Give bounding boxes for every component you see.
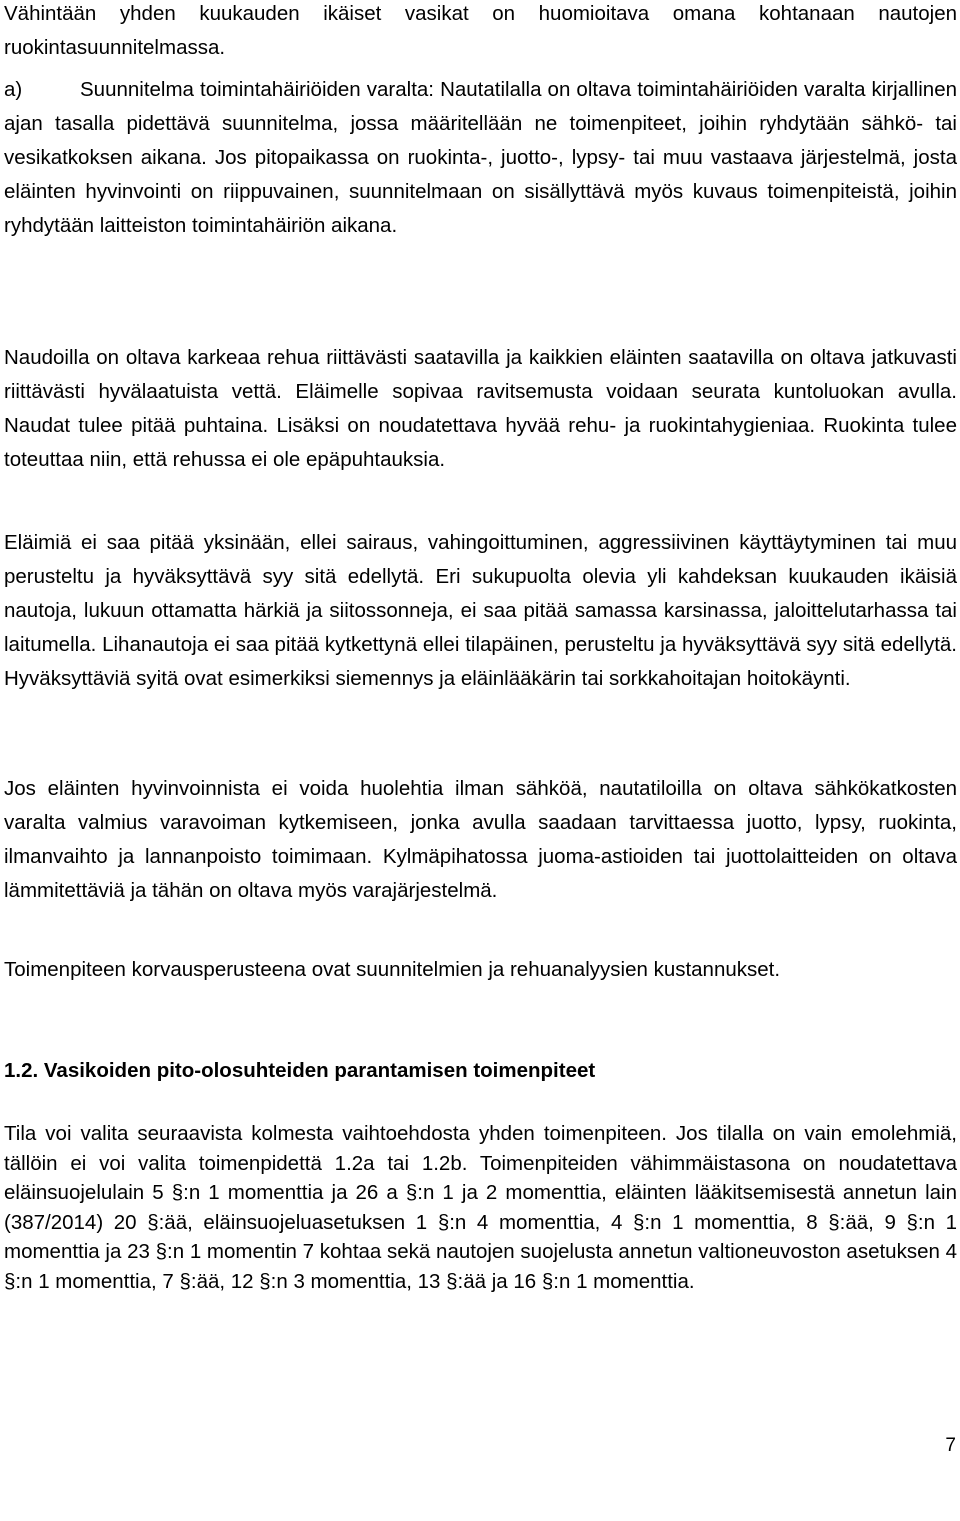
power-paragraph: Jos eläinten hyvinvoinnista ei voida huolehtia ilman sähköä, nautatiloilla on oltava sähkökatkosten varalta valmius varavoiman kytkemiseen, jonka avulla saadaan tarvittaessa juotto, lypsy, ruokinta, ilmanvaihto ja lannanpoisto toimimaan. Kylmäpihatossa juoma-astioiden tai juottolaitteiden on oltava lämmitettäviä ja tähän on oltava myös varajärjestelmä. [4,777,957,902]
item-a-text: Suunnitelma toimintahäiriöiden varalta: Nautatilalla on oltava toimintahäiriöiden varalta kirjallinen ajan tasalla pidettävä suunnitelma, jossa määritellään ne toimenpiteet, joihin ryhdytään sähkö- tai vesikatkoksen aikana. Jos pitopaikassa on ruokinta-, juotto-, lypsy- tai muu vastaava järjestelmä, josta eläinten hyvinvointi on riippuvainen, suunnitelmaan on sisällyttävä myös kuvaus toimenpiteistä, joihin ryhdytään laitteiston toimintahäiriön aikana. [4,78,957,237]
feed-paragraph: Naudoilla on oltava karkeaa rehua riittävästi saatavilla ja kaikkien eläinten saatavilla on oltava jatkuvasti riittävästi hyvälaatuista vettä. Eläimelle sopivaa ravitsemusta voidaan seurata kuntoluokan avulla. Naudat tulee pitää puhtaina. Lisäksi on noudatettava hyvää rehu- ja ruokintahygieniaa. Ruokinta tulee toteuttaa niin, että rehussa ei ole epäpuhtauksia. [4,346,957,471]
calves-paragraph: Tila voi valita seuraavista kolmesta vaihtoehdosta yhden toimenpiteen. Jos tilalla on vain emolehmiä, tällöin ei voi valita toimenpidettä 1.2a tai 1.2b. Toimenpiteiden vähimmäistasona on noudatettava eläinsuojelulain 5 §:n 1 momenttia ja 26 a §:n 1 ja 2 momenttia, eläinten lääkitsemisestä annetun lain (387/2014) 20 §:ää, eläinsuojeluasetuksen 1 §:n 4 momenttia, 4 §:n 1 momenttia, 8 §:ää, 9 §:n 1 momenttia ja 23 §:n 1 momentin 7 kohtaa sekä nautojen suojelusta annetun valtioneuvoston asetuksen 4 §:n 1 momenttia, 7 §:ää, 12 §:n 3 momenttia, 13 §:ää ja 16 §:n 1 momenttia. [4,1122,957,1293]
section-heading: 1.2. Vasikoiden pito-olosuhteiden parantamisen toimenpiteet [4,1059,596,1082]
housing-paragraph: Eläimiä ei saa pitää yksinään, ellei sairaus, vahingoittuminen, aggressiivinen käyttäytyminen tai muu perusteltu ja hyväksyttävä syy sitä edellytä. Eri sukupuolta olevia yli kahdeksan kuukauden ikäisiä nautoja, lukuun ottamatta härkiä ja siitossonneja, ei saa pitää samassa karsinassa, jaloittelutarhassa tai laitumella. Lihanautoja ei saa pitää kytkettynä ellei tilapäinen, perusteltu ja hyväksyttävä syy sitä edellytä. Hyväksyttäviä syitä ovat esimerkiksi siemennys ja eläinlääkärin tai sorkkahoitajan hoitokäynti. [4,531,957,690]
item-a-label: a) [4,78,23,101]
item-a-paragraph [4,73,957,243]
intro-paragraph: Vähintään yhden kuukauden ikäiset vasikat on huomioitava omana kohtanaan nautojen ruokintasuunnitelmassa. [4,2,957,59]
page-number: 7 [945,1435,956,1456]
compensation-paragraph: Toimenpiteen korvausperusteena ovat suunnitelmien ja rehuanalyysien kustannukset. [4,958,781,981]
